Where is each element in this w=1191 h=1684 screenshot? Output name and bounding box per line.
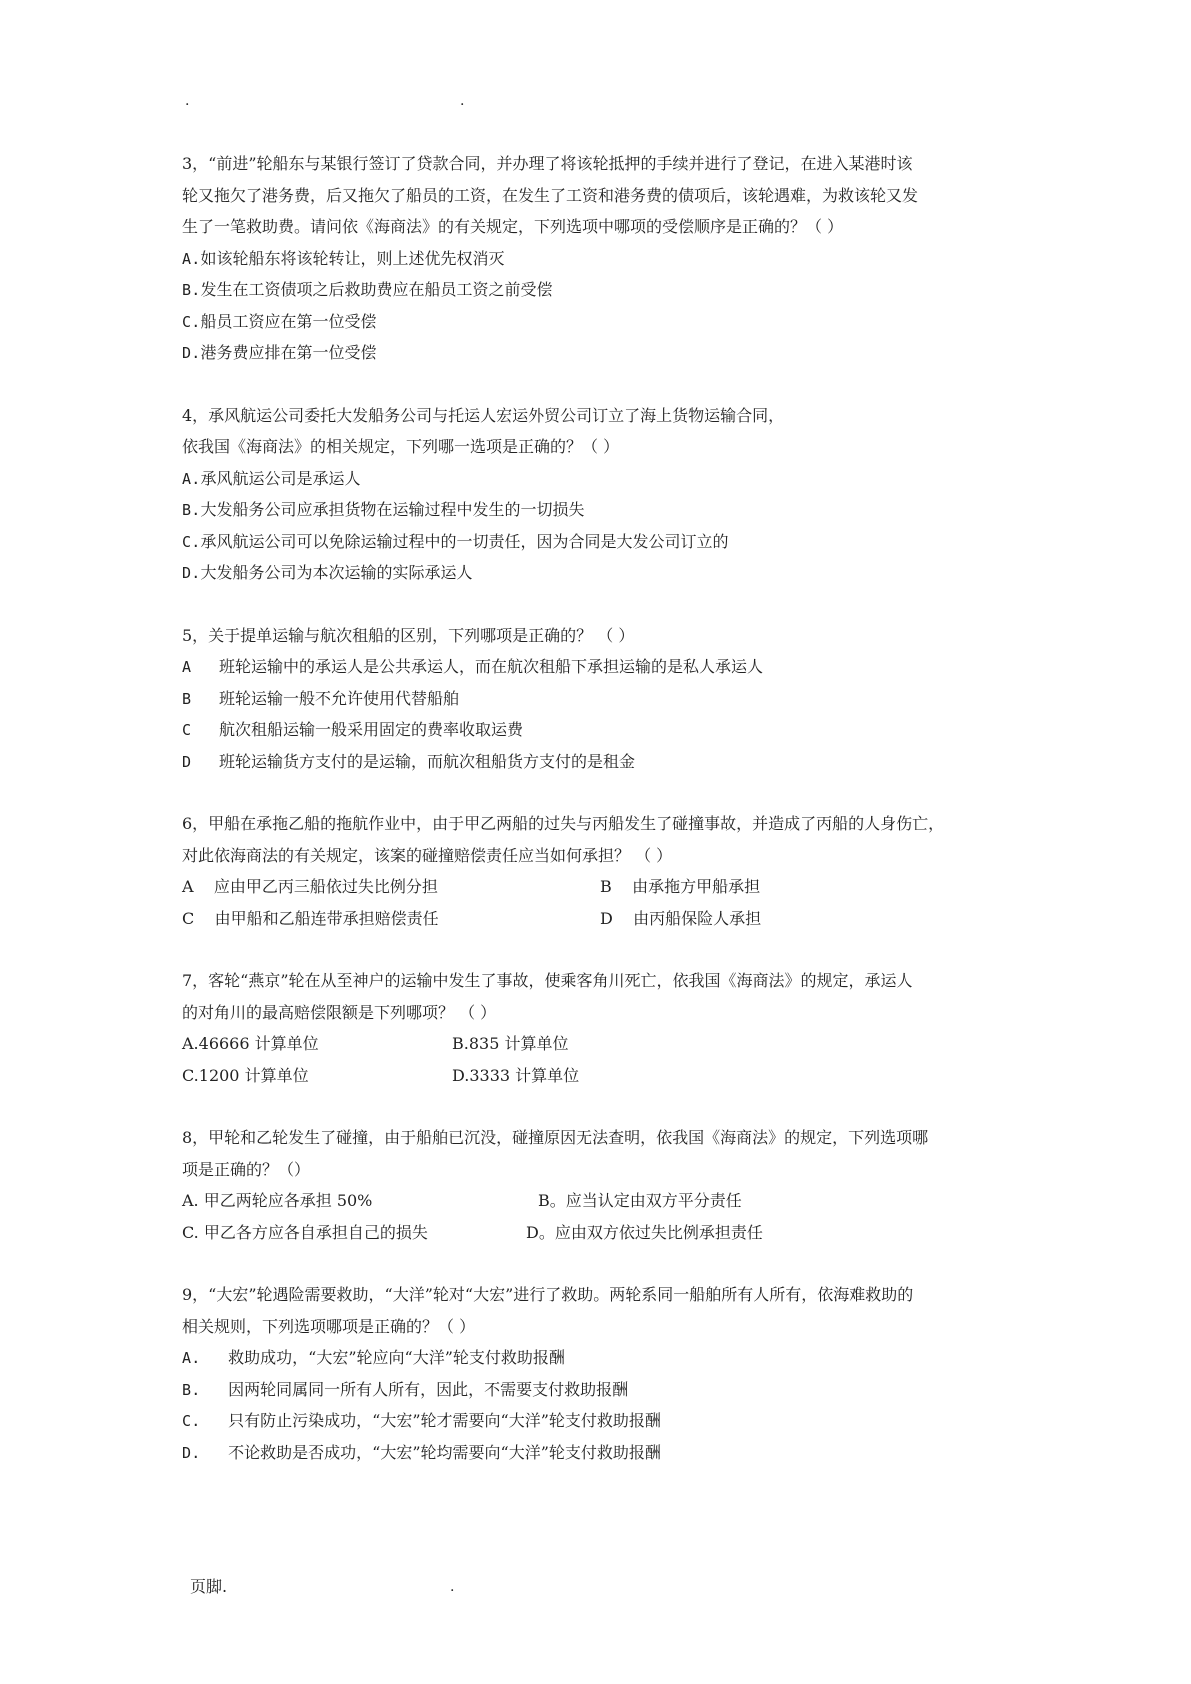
question-text-line: 9，“大宏”轮遇险需要救助，“大洋”轮对“大宏”进行了救助。两轮系同一船舶所有人所有，依海难救助的 [182,1285,914,1304]
answer-option: C. 甲乙各方应各自承担自己的损失 [182,1222,428,1242]
option-letter: D. [182,344,201,362]
answer-option-row [182,871,1022,903]
answer-option [182,274,1022,306]
option-text: 航次租船运输一般采用固定的费率收取运费 [218,720,523,739]
answer-option: C 由甲船和乙船连带承担赔偿责任 [182,908,439,928]
option-text: 班轮运输货方支付的是运输，而航次租船货方支付的是租金 [218,751,635,771]
footer-label: 页脚. [190,1577,228,1596]
option-text: 大发船务公司应承担货物在运输过程中发生的一切损失 [200,500,585,519]
option-text: 只有防止污染成功，“大宏”轮才需要向“大洋”轮支付救助报酬 [228,1411,661,1430]
answer-option-row [182,1185,1022,1217]
answer-option-row [182,1060,1022,1092]
answer-option [182,526,1022,558]
question-text-line: 项是正确的？（） [182,1159,311,1179]
question-text-line: 依我国《海商法》的相关规定，下列哪一选项是正确的？（ ） [182,437,620,456]
answer-option [182,463,1022,495]
option-letter: B. [182,1380,229,1399]
answer-option [182,714,1022,746]
answer-option [182,243,1022,275]
question-block [182,1122,1022,1248]
question-text-line: 生了一笔救助费。请问依《海商法》的有关规定，下列选项中哪项的受偿顺序是正确的？（ ） [182,217,844,236]
question-text-line: 7，客轮“燕京”轮在从至神户的运输中发生了事故，使乘客角川死亡，依我国《海商法》的规定，承运人 [182,971,913,990]
option-text: 救助成功，“大宏”轮应向“大洋”轮支付救助报酬 [228,1348,565,1367]
option-letter: A. [182,249,201,268]
option-letter: D. [182,564,201,582]
question-list [182,148,1022,1499]
question-block [182,620,1022,778]
question-block [182,965,1022,1091]
option-letter: B [182,689,219,708]
answer-option [182,306,1022,338]
question-block [182,148,1022,369]
answer-option: B。应当认定由双方平分责任 [538,1191,742,1210]
answer-option [182,1437,1022,1469]
option-letter: B. [182,281,201,299]
question-block [182,1279,1022,1468]
question-text-line: 的对角川的最高赔偿限额是下列哪项？ （ ） [182,1002,497,1022]
question-text-line: 4，承风航运公司委托大发船务公司与托运人宏运外贸公司订立了海上货物运输合同， [182,405,785,425]
answer-option: B 由承拖方甲船承担 [600,877,761,896]
option-text: 如该轮船东将该轮转让，则上述优先权消灭 [200,248,505,268]
option-text: 港务费应排在第一位受偿 [200,343,377,362]
answer-option: A. 甲乙两轮应各承担 50% [182,1191,373,1210]
answer-option [182,651,1022,683]
answer-option: A.46666 计算单位 [182,1034,319,1053]
question-block [182,808,1022,934]
answer-option: D.3333 计算单位 [452,1065,580,1085]
answer-option: D 由丙船保险人承担 [600,908,762,928]
question-text-line: 5，关于提单运输与航次租船的区别，下列哪项是正确的？ （ ） [182,625,635,645]
option-text: 大发船务公司为本次运输的实际承运人 [200,563,473,582]
option-letter: C. [182,312,201,331]
question-text-line: 对此依海商法的有关规定，该案的碰撞赔偿责任应当如何承担？ （ ） [182,845,673,865]
option-letter: A. [182,469,201,488]
option-text: 班轮运输一般不允许使用代替船舶 [218,688,459,708]
option-letter: A [182,658,219,676]
option-text: 发生在工资债项之后救助费应在船员工资之前受偿 [200,280,553,299]
answer-option [182,683,1022,715]
question-block [182,400,1022,589]
question-text-line: 相关规则，下列选项哪项是正确的？（ ） [182,1316,476,1336]
option-letter: C. [182,1412,229,1430]
answer-option: A 应由甲乙丙三船依过失比例分担 [182,877,438,896]
question-text-line: 6，甲船在承拖乙船的拖航作业中，由于甲乙两船的过失与丙船发生了碰撞事故，并造成了丙船的人身伤亡， [182,814,945,833]
option-letter: D [182,752,219,771]
footer-dot: . [450,1579,455,1595]
answer-option [182,557,1022,589]
answer-option [182,494,1022,526]
option-text: 船员工资应在第一位受偿 [200,311,377,331]
option-text: 承风航运公司是承运人 [200,468,361,488]
answer-option [182,337,1022,369]
question-text-line: 3，“前进”轮船东与某银行签订了贷款合同，并办理了将该轮抵押的手续并进行了登记，在进入某港时该 [182,154,913,173]
question-text-line: 8，甲轮和乙轮发生了碰撞，由于船舶已沉没，碰撞原因无法查明，依我国《海商法》的规定，下列选项哪 [182,1128,929,1147]
option-text: 班轮运输中的承运人是公共承运人，而在航次租船下承担运输的是私人承运人 [218,657,763,676]
answer-option [182,1374,1022,1406]
option-letter: D. [182,1443,229,1462]
option-text: 承风航运公司可以免除运输过程中的一切责任，因为合同是大发公司订立的 [200,531,729,551]
header-dot-left: . [185,93,190,109]
answer-option-row [182,903,1022,935]
answer-option: C.1200 计算单位 [182,1065,309,1085]
answer-option: D。应由双方依过失比例承担责任 [526,1222,763,1242]
option-letter: A. [182,1349,229,1367]
option-letter: B. [182,501,201,519]
answer-option-row [182,1028,1022,1060]
header-dot-right: . [460,93,465,109]
option-letter: C. [182,532,201,551]
answer-option [182,746,1022,778]
answer-option [182,1342,1022,1374]
option-letter: C [182,721,219,739]
question-text-line: 轮又拖欠了港务费，后又拖欠了船员的工资，在发生了工资和港务费的债项后，该轮遇难，为救该轮又发 [182,185,919,205]
option-text: 因两轮同属同一所有人所有，因此，不需要支付救助报酬 [228,1379,629,1399]
option-text: 不论救助是否成功，“大宏”轮均需要向“大洋”轮支付救助报酬 [228,1442,661,1462]
answer-option-row [182,1217,1022,1249]
answer-option: B.835 计算单位 [452,1034,569,1053]
answer-option [182,1405,1022,1437]
